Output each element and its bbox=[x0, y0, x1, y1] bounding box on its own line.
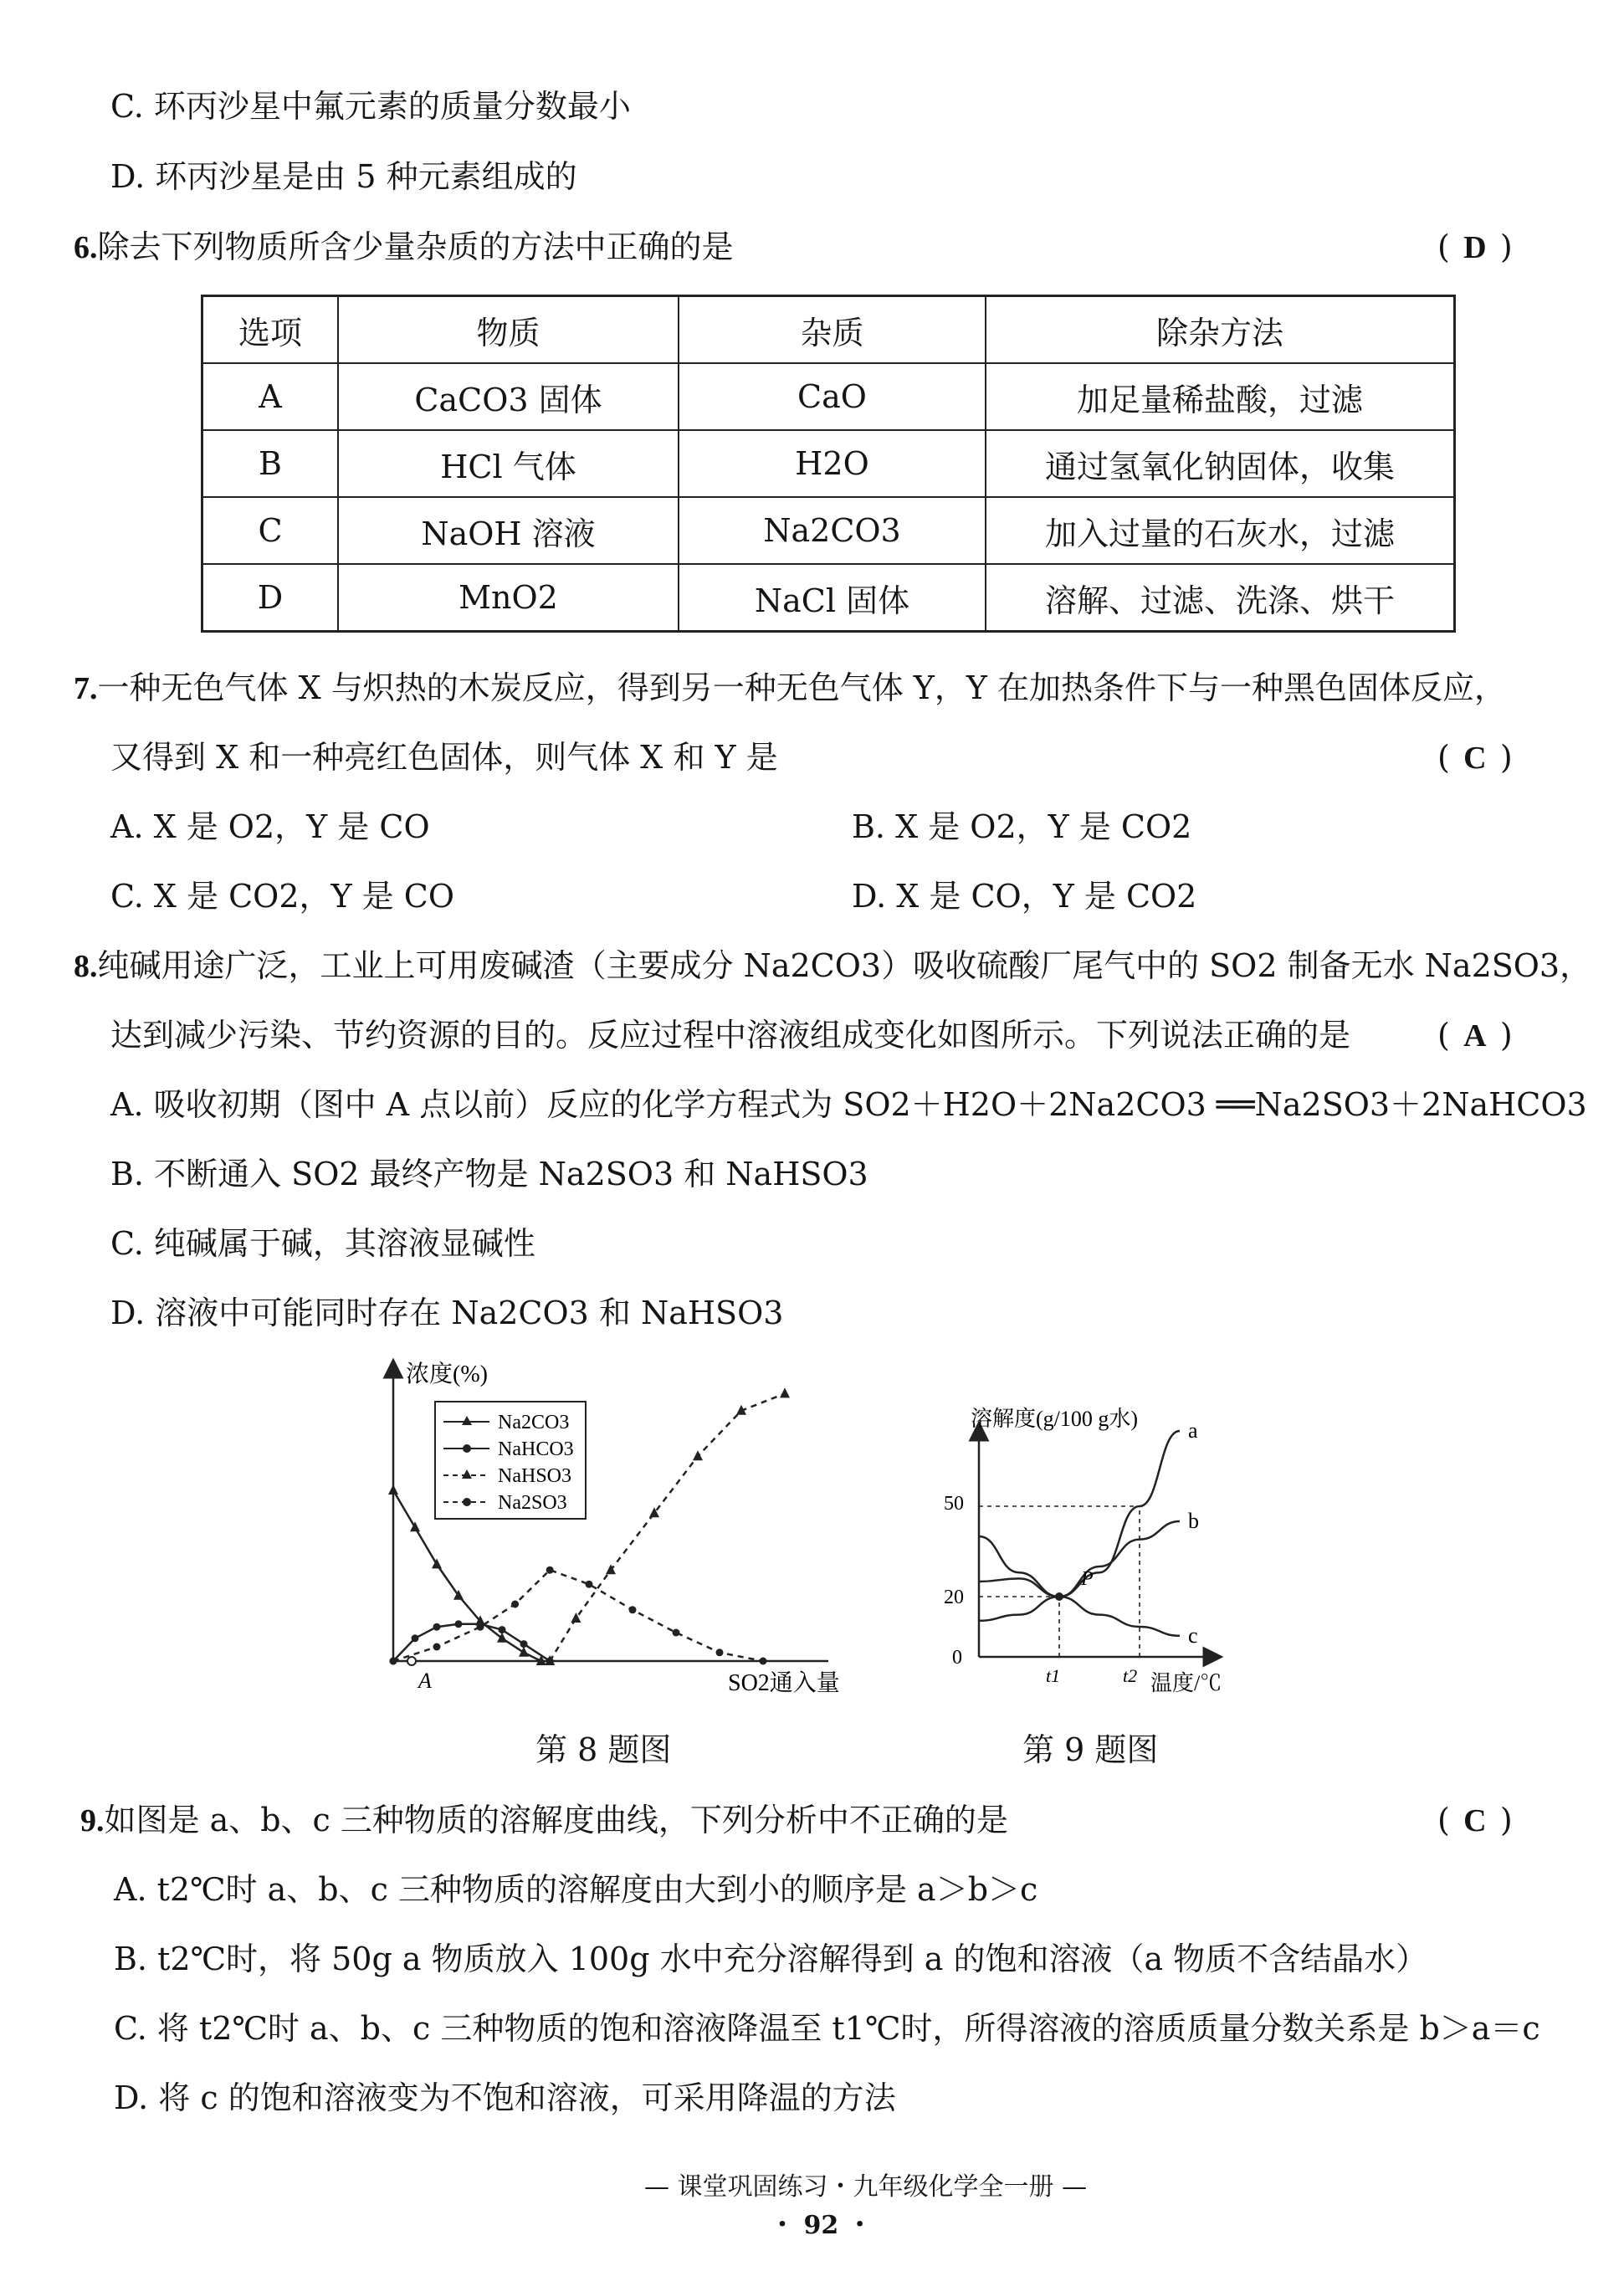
data-point-na2co3 bbox=[388, 1484, 398, 1495]
table-header-row bbox=[202, 296, 1455, 364]
q6-number: 6. bbox=[74, 230, 98, 265]
data-point-na2co3 bbox=[497, 1633, 507, 1643]
data-point-na2co3 bbox=[519, 1647, 529, 1657]
table-cell: Na2CO3 bbox=[679, 497, 986, 564]
table-cell: MnO2 bbox=[338, 564, 679, 632]
q9-stem bbox=[80, 1799, 1008, 1842]
q8-stem-text1: 纯碱用途广泛，工业上可用废碱渣（主要成分 Na2CO3）吸收硫酸厂尾气中的 SO2 制备无水 Na2SO3， bbox=[97, 947, 1592, 984]
table-row bbox=[202, 363, 1455, 430]
q8-stem-line2: 达到减少污染、节约资源的目的。反应过程中溶液组成变化如图所示。下列说法正确的是 bbox=[110, 1017, 1351, 1054]
point-a-marker bbox=[407, 1657, 416, 1665]
curve-label-c: c bbox=[1188, 1623, 1198, 1648]
legend-item-nahco3: NaHCO3 bbox=[498, 1438, 574, 1460]
table-header: 杂质 bbox=[679, 296, 986, 364]
q7-answer: ( C ) bbox=[1437, 736, 1513, 779]
table-cell: 加足量稀盐酸，过滤 bbox=[986, 363, 1455, 430]
y-axis-label: 溶解度(g/100 g水) bbox=[971, 1407, 1139, 1431]
point-a-label: A bbox=[418, 1669, 432, 1693]
q6-stem-text: 除去下列物质所含少量杂质的方法中正确的是 bbox=[97, 228, 734, 265]
table-row bbox=[202, 430, 1455, 497]
q8-option-c: C. 纯碱属于碱，其溶液显碱性 bbox=[110, 1225, 535, 1262]
q7-stem-text1: 一种无色气体 X 与炽热的木炭反应，得到另一种无色气体 Y，Y 在加热条件下与一种黑色固体反应， bbox=[97, 669, 1507, 706]
page-number: ・ 92 ・ bbox=[770, 2211, 873, 2240]
table-row bbox=[202, 564, 1455, 632]
table-header: 除杂方法 bbox=[986, 296, 1455, 364]
q5-option-d: D. 环丙沙星是由 5 种元素组成的 bbox=[110, 158, 577, 195]
data-point-nahso3 bbox=[606, 1564, 616, 1574]
data-point-nahso3 bbox=[780, 1387, 790, 1397]
q9-stem-text: 如图是 a、b、c 三种物质的溶解度曲线，下列分析中不正确的是 bbox=[104, 1802, 1008, 1838]
table-cell: D bbox=[202, 564, 339, 632]
q6-stem bbox=[74, 226, 734, 269]
q8-number: 8. bbox=[74, 949, 98, 984]
point-p-label: P bbox=[1081, 1568, 1094, 1590]
table-cell: CaCO3 固体 bbox=[338, 363, 679, 430]
q7-option-c: C. X 是 CO2，Y 是 CO bbox=[110, 878, 454, 915]
x-axis-label: SO2通入量 bbox=[728, 1670, 840, 1696]
q8-option-b: B. 不断通入 SO2 最终产物是 Na2SO3 和 NaHSO3 bbox=[110, 1156, 868, 1192]
x-tick-t2: t2 bbox=[1123, 1665, 1138, 1686]
y-tick-50: 50 bbox=[944, 1493, 964, 1515]
q8-option-d: D. 溶液中可能同时存在 Na2CO3 和 NaHSO3 bbox=[110, 1295, 784, 1331]
data-point-na2so3 bbox=[511, 1601, 519, 1608]
curve-label-a: a bbox=[1188, 1418, 1198, 1443]
figure-9-chart bbox=[929, 1406, 1263, 1707]
data-point-nahco3 bbox=[433, 1623, 441, 1631]
data-point-na2so3 bbox=[629, 1606, 637, 1613]
intersection-point-p bbox=[1055, 1592, 1063, 1601]
table-cell: A bbox=[202, 363, 339, 430]
curve-a bbox=[979, 1431, 1180, 1621]
data-point-na2so3 bbox=[546, 1566, 554, 1574]
q9-number: 9. bbox=[80, 1803, 105, 1838]
data-point-na2so3 bbox=[477, 1623, 484, 1631]
q9-option-c: C. 将 t2℃时 a、b、c 三种物质的饱和溶液降温至 t1℃时，所得溶液的溶质质量分数关系是 b＞a＝c bbox=[114, 2010, 1540, 2047]
q7-option-a: A. X 是 O2，Y 是 CO bbox=[110, 808, 430, 845]
series-line-na2so3 bbox=[393, 1570, 763, 1661]
data-point-nahso3 bbox=[693, 1450, 703, 1460]
q9-answer-letter: C bbox=[1463, 1803, 1487, 1838]
q8-option-a: A. 吸收初期（图中 A 点以前）反应的化学方程式为 SO2＋H2O＋2Na2CO3 ══Na2SO3＋2NaHCO3 bbox=[110, 1086, 1587, 1123]
figure-8-chart bbox=[360, 1351, 862, 1703]
legend-item-na2so3: Na2SO3 bbox=[498, 1492, 567, 1514]
table-cell: 通过氢氧化钠固体，收集 bbox=[986, 430, 1455, 497]
q6-answer: ( D ) bbox=[1437, 226, 1513, 269]
figure-9-caption: 第 9 题图 bbox=[1022, 1731, 1159, 1768]
q7-stem-line2: 又得到 X 和一种亮红色固体，则气体 X 和 Y 是 bbox=[110, 739, 778, 776]
figure-8-caption: 第 8 题图 bbox=[535, 1731, 672, 1768]
data-point-na2so3 bbox=[433, 1643, 441, 1651]
data-point-nahco3 bbox=[520, 1640, 528, 1648]
data-point-na2so3 bbox=[673, 1629, 680, 1637]
legend-item-nahso3: NaHSO3 bbox=[498, 1465, 571, 1487]
data-point-nahco3 bbox=[412, 1634, 419, 1642]
q8-answer: ( A ) bbox=[1437, 1014, 1513, 1057]
q7-number: 7. bbox=[74, 671, 98, 706]
y-tick-0: 0 bbox=[952, 1647, 962, 1669]
x-tick-t1: t1 bbox=[1046, 1665, 1061, 1686]
q7-stem-line1 bbox=[74, 667, 1506, 710]
q9-option-b: B. t2℃时，将 50g a 物质放入 100g 水中充分溶解得到 a 的饱和溶液（a 物质不含结晶水） bbox=[114, 1941, 1428, 1977]
q9-option-a: A. t2℃时 a、b、c 三种物质的溶解度由大到小的顺序是 a＞b＞c bbox=[114, 1871, 1038, 1908]
legend bbox=[435, 1402, 586, 1519]
table-cell: CaO bbox=[679, 363, 986, 430]
q7-option-b: B. X 是 O2，Y 是 CO2 bbox=[852, 808, 1192, 845]
q8-stem-line1 bbox=[74, 945, 1591, 987]
y-axis-label: 浓度(%) bbox=[406, 1361, 488, 1387]
x-axis-label: 温度/℃ bbox=[1150, 1671, 1222, 1695]
q9-answer: ( C ) bbox=[1437, 1799, 1513, 1842]
data-point-nahco3 bbox=[455, 1620, 463, 1628]
q6-options-table bbox=[201, 295, 1456, 633]
table-cell: NaOH 溶液 bbox=[338, 497, 679, 564]
table-header: 物质 bbox=[338, 296, 679, 364]
table-cell: C bbox=[202, 497, 339, 564]
dot-marker-icon bbox=[463, 1444, 471, 1453]
table-cell: B bbox=[202, 430, 339, 497]
table-row bbox=[202, 497, 1455, 564]
y-tick-20: 20 bbox=[944, 1587, 964, 1608]
table-cell: 加入过量的石灰水，过滤 bbox=[986, 497, 1455, 564]
table-cell: NaCl 固体 bbox=[679, 564, 986, 632]
q5-option-c: C. 环丙沙星中氟元素的质量分数最小 bbox=[110, 88, 631, 125]
q7-option-d: D. X 是 CO，Y 是 CO2 bbox=[852, 878, 1197, 915]
dot-marker-icon bbox=[463, 1498, 471, 1506]
curve-label-b: b bbox=[1188, 1509, 1199, 1533]
data-point-na2so3 bbox=[760, 1658, 767, 1665]
table-cell: HCl 气体 bbox=[338, 430, 679, 497]
table-header: 选项 bbox=[202, 296, 339, 364]
q9-option-d: D. 将 c 的饱和溶液变为不饱和溶液，可采用降温的方法 bbox=[114, 2079, 896, 2116]
q8-answer-letter: A bbox=[1463, 1018, 1487, 1054]
q6-answer-letter: D bbox=[1463, 230, 1487, 265]
q7-answer-letter: C bbox=[1463, 741, 1487, 776]
table-cell: H2O bbox=[679, 430, 986, 497]
data-point-na2so3 bbox=[390, 1658, 397, 1665]
table-cell: 溶解、过滤、洗涤、烘干 bbox=[986, 564, 1455, 632]
data-point-na2so3 bbox=[716, 1648, 724, 1656]
data-point-na2so3 bbox=[586, 1581, 593, 1588]
data-point-nahco3 bbox=[499, 1626, 506, 1633]
legend-item-na2co3: Na2CO3 bbox=[498, 1412, 570, 1433]
footer-title: — 课堂巩固练习・九年级化学全一册 — bbox=[644, 2172, 1088, 2202]
